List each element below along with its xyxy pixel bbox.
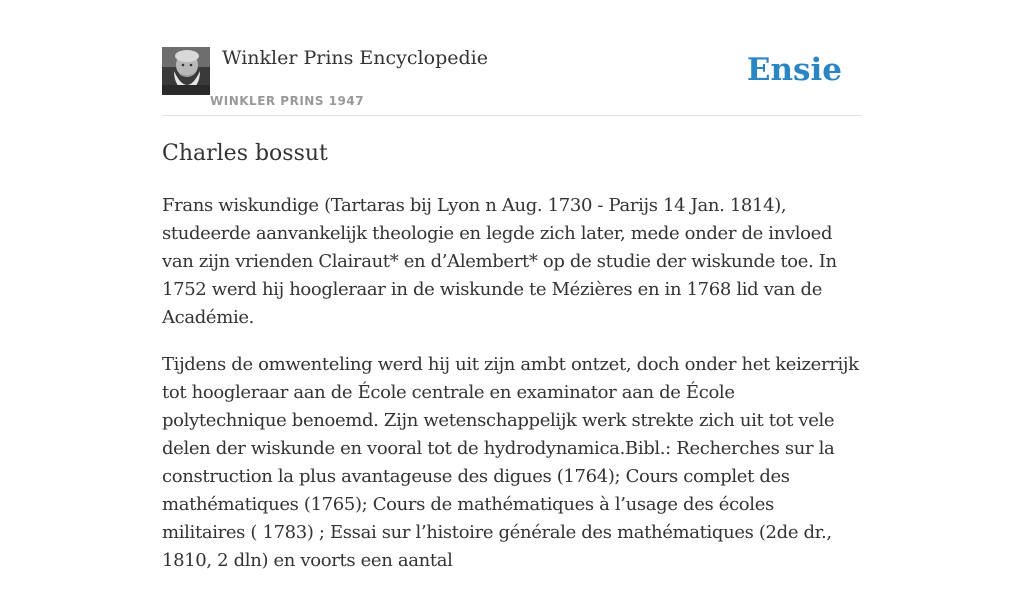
source-title[interactable]: Winkler Prins Encyclopedie bbox=[222, 47, 488, 69]
article-body bbox=[162, 192, 862, 594]
bearded-man-portrait-icon bbox=[162, 47, 210, 95]
article-paragraph: Frans wiskundige (Tartaras bij Lyon n Aug. 1730 - Parijs 14 Jan. 1814), studeerde aanvankelijk theologie en legde zich later, mede onder de invloed van zijn vrienden Clairaut* en d’Alembert* op de studie der wiskunde toe. In 1752 werd hij hoogleraar in de wiskunde te Mézières en in 1768 lid van de Académie. bbox=[162, 195, 837, 328]
source-header bbox=[162, 47, 862, 116]
article-paragraph: Tijdens de omwenteling werd hij uit zijn ambt ontzet, doch onder het keizerrijk tot hoogleraar aan de École centrale en examinator aan de École polytechnique benoemd. Zijn wetenschappelijk werk strekte zich uit tot vele delen der wiskunde en vooral tot de hydrodynamica.Bibl.: Recherches sur la construction la plus avantageuse des digues (1764); Cours complet des mathématiques (1765); Cours de mathématiques à l’usage des écoles militaires ( 1783) ; Essai sur l’histoire générale des mathématiques (2de dr., 1810, 2 dln) en voorts een aantal bbox=[162, 354, 859, 571]
brand-logo[interactable]: Ensie bbox=[746, 52, 842, 88]
source-edition: WINKLER PRINS 1947 bbox=[210, 94, 365, 108]
article-title: Charles bossut bbox=[162, 141, 328, 166]
avatar[interactable] bbox=[162, 47, 210, 95]
